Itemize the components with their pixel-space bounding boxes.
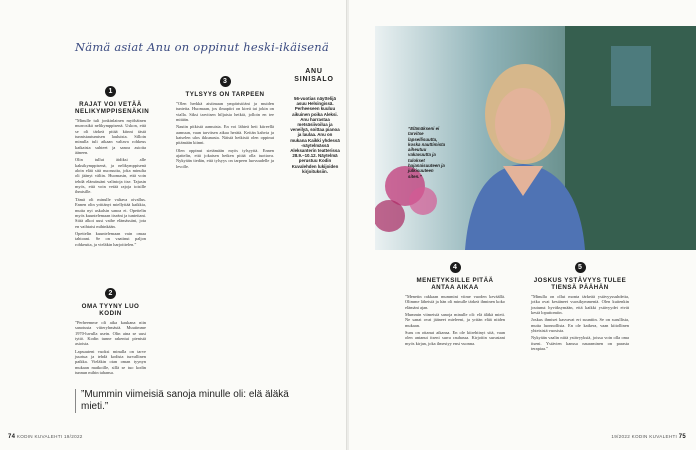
section-2 [75,288,146,377]
footer-left [8,434,83,440]
section-title: MENETYKSILLE PITÄÄ ANTAA AIKAA [416,277,494,291]
paragraph: Suru on ottanut aikansa. En ole kiirehtinyt sitä, vaan olen antanut itseni surra rauhassa. Kirjoitin surustani myös kirjan, joka ilmestyy ensi vuonna. [405,330,505,346]
profile-text: 56-vuotias näyttelijä asuu Helsingissä. Perheeseen kuuluu aikuinen poika Aleksi. Anu harrastaa metsäsiivoilua ja veneilyä, soittaa pianoa ja laulaa. Anu on mukana Kaikki yhdessä -näytelmässä Aleksanterin teatterissa 28.9.–10.12. Näytelmä perustuu Kodin Kuvalehden lukijoiden kirjoituksiin. [290,96,340,174]
paragraph: Tämä oli minulle valtava oivallus. Ennen olin yrittänyt miellyttää kaikkia, mutta nyt uskalsin sanoa ei. Opettelin myös kuuntelemaan itseäni ja tunteitani. Siitä alkoi uusi vaihe elämässäni, jota en vaihtaisi mihinkään. [75,196,146,229]
publication-name: 19/2022 KODIN KUVALEHTI [611,434,678,439]
paragraph: ”Perheemme oli aika kaukana niin sanotusta viiteryhmästä. Muutimme 1970-luvulla usein. Olin aina se uusi tyttö. Kodin tunne rakentui pienistä asioista. [75,320,146,347]
paragraph: Joskus ihmiset kasvavat eri suuntiin. Se on surullista, mutta luonnollista. En ole katkera, vaan kiitollinen yhteisistä vuosista. [531,317,629,334]
paragraph: Olen oppinut sietämään myös tylsyyttä. Ennen ajattelin, että jokaisen hetken pitää olla tuottava. Nykyään tiedän, että tylsyys on tarpeen luovuudelle ja levolle. [176,147,274,169]
section-3 [176,76,274,171]
section-5 [531,262,629,353]
section-4 [405,262,505,348]
section-1 [75,86,150,249]
page-number: 75 [678,434,686,440]
section-title: OMA TYYNY LUO KODIN [81,303,140,317]
left-page [0,0,347,450]
section-title: RAJAT VOI VETÄÄ NELIKYMPPISENÄKIN [75,101,150,115]
article-heading: Nämä asiat Anu on oppinut heski-ikäisenä [75,40,329,54]
paragraph: Mummin viimeisiä sanoja minulle oli: elä äläkä mieti. Ne sanat ovat jääneet mieleeni, ja yritän elää niiden mukaan. [405,312,505,328]
pull-quote: ”Mummin viimeisiä sanoja minulle oli: elä äläkä mieti.” [75,389,301,413]
profile-name: ANU SINISALO [294,68,334,83]
page-number: 74 [8,434,16,440]
right-page [349,0,696,450]
flowers [409,187,437,215]
portrait-photo [375,26,696,250]
footer-right [611,434,686,440]
section-number: 1 [105,86,116,97]
section-title: JOSKUS YSTÄVYYS TULEE TIENSÄ PÄÄHÄN [533,277,627,291]
paragraph: ”Minulle tuli jonkinlainen myöhäinen murrosikä nelikymppisenä. Uskon, että se oli tärkeä pitää kiinni tästä tunnistautumisen lauluista. Silloin minulla tuli aikaan valtava rohkeus katkaista suhteet ja sanoa asioita ääneen. [75,118,146,156]
paragraph: Lapsuuteni vuoksi minulla on tarve juurtua ja tehdä kodista turvallinen paikka. Vieläkin otan oman tyynyn mukaan matkoille, sillä se tuo kodin tunnun mihin tahansa. [75,348,146,376]
paragraph: ”Menetin rakkaan mummini viime vuoden keväällä. Olimme läheisiä ja hän oli minulle tärkeä ihminen koko elämäni ajan. [405,294,505,310]
face [495,88,551,160]
paragraph: Nautin pitkistä aamuista. En voi lähteä heti kiireellä aamuun, vaan tarvitsen aikaa herätä. Keitän kahvia ja katselen ulos ikkunasta. Näistä hetkistä olen oppinut pitämään kiinni. [176,124,274,146]
paragraph: Olin tullut äidiksi alle kaksikymppisenä, ja nelikymppisenä aloin elää sitä nuoruutta, joka minulta oli jäänyt väliin. Huomasin, että voin tehdä elämässäni valintoja itse. Tajusin myös, että voin vetää rajoja toisille ihmisille. [75,157,146,195]
paragraph: ”Olen herkkä aistimaan ympäristöäni ja muiden tunteita. Huomaan, jos ilmapiiri on kireä tai jokin on vialla. Siksi tarvitsen hiljaisia hetkiä, jolloin en tee mitään. [176,101,274,123]
publication-name: KODIN KUVALEHTI 19/2022 [16,434,83,439]
section-number: 2 [105,288,116,299]
photo-caption: ”Elämäkseni ei tarvitse lapsellisuutta, koska nauttimista aiheutuu vakavuutta ja tulokset hajanaisuuteen ja julkisuuteen siten.” [408,126,446,179]
paragraph: Opettelin kuuntelemaan vain omaa tahtoani. Se on vaatinut paljon rohkeutta, ja vieläkin harjoittelen.” [75,230,146,247]
section-number: 5 [575,262,586,273]
paragraph: ”Minulla on ollut monta tärkeää ystävyyssuhdetta, jotka ovat kestäneet vuosikymmeniä. Olen kuitenkin joutunut hyväksymään, että kaikki ystävyydet eivät kestä loputtomiin. [531,294,629,316]
window [611,46,651,106]
section-number: 3 [220,76,231,87]
paragraph: Nykyään vaalin niitä ystävyyksiä, joissa voin olla oma itseni. Ystävien kanssa nauraminen on parasta terapiaa.” [531,335,629,352]
section-title: TYLSYYS ON TARPEEN [185,91,265,98]
section-number: 4 [450,262,461,273]
